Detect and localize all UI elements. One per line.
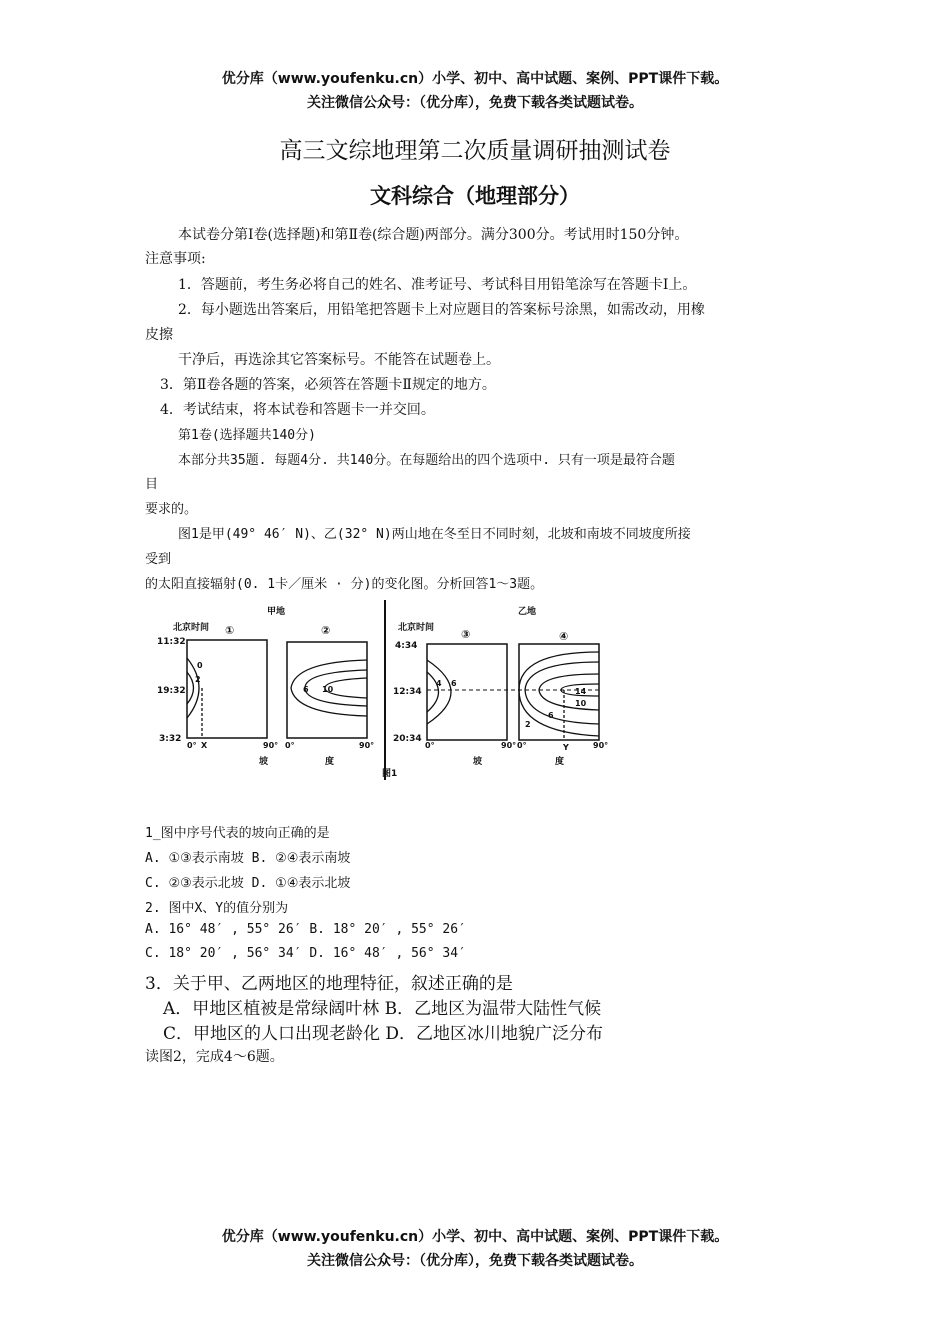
figure-1 xyxy=(145,600,615,795)
notice-item-2-cont2: 干净后，再选涂其它答案标号。不能答在试题卷上。 xyxy=(178,352,500,368)
figure-intro-cont: 受到 xyxy=(145,552,172,567)
section-heading: 第1卷(选择题共140分) xyxy=(178,428,316,443)
fig-degree-right: 度 xyxy=(555,757,565,767)
fig-left-time-bottom: 3:32 xyxy=(159,734,182,744)
notice-item-2-cont: 皮擦 xyxy=(145,327,173,343)
fig-panel-3: ③ xyxy=(461,628,471,641)
fig-p1-label-2: 2 xyxy=(195,675,201,684)
header-line-1: 优分库（www.youfenku.cn）小学、初中、高中试题、案例、PPT课件下载。 xyxy=(221,71,729,87)
page-subtitle: 文科综合（地理部分） xyxy=(370,184,580,208)
figure-intro: 图1是甲(49° 46′ N)、乙(32° N)两山地在冬至日不同时刻，北坡和南坡不同坡度所接 xyxy=(178,527,691,542)
fig-p3-label-6: 6 xyxy=(451,679,457,688)
fig-p4-label-10: 10 xyxy=(575,699,587,708)
fig-panel-2: ② xyxy=(321,624,331,637)
fig-left-time-label: 北京时间 xyxy=(173,623,210,633)
notice-item-4: 4．考试结束，将本试卷和答题卡一并交回。 xyxy=(160,402,435,418)
q2-options-cd: C. 18° 20′ , 56° 34′ D. 16° 48′ , 56° 34′ xyxy=(145,946,466,961)
q2-stem: 2. 图中X、Y的值分别为 xyxy=(145,901,289,916)
fig-p3-label-4: 4 xyxy=(436,679,442,688)
fig-left-title: 甲地 xyxy=(267,607,286,617)
fig-p4-label-14: 14 xyxy=(575,687,587,696)
q1-options-ab: A. ①③表示南坡 B. ②④表示南坡 xyxy=(145,851,351,866)
fig-right-time-bottom: 20:34 xyxy=(393,734,422,744)
section-desc-cont2: 要求的。 xyxy=(145,502,198,517)
fig-p4-label-6: 6 xyxy=(548,711,554,720)
fig-degree-left: 度 xyxy=(325,757,335,767)
notice-item-2: 2．每小题选出答案后，用铅笔把答题卡上对应题目的答案标号涂黑，如需改动，用橡 xyxy=(178,302,705,318)
intro-line: 本试卷分第I卷(选择题)和第Ⅱ卷(综合题)两部分。满分300分。考试用时150分钟。 xyxy=(178,227,689,243)
fig-right-time-label: 北京时间 xyxy=(398,623,435,633)
header-line-2: 关注微信公众号：（优分库），免费下载各类试题试卷。 xyxy=(307,95,643,111)
section-desc-cont: 目 xyxy=(145,477,159,492)
fig-p2-label-6: 6 xyxy=(303,685,309,694)
fig-label: 图1 xyxy=(382,769,398,779)
q3-options-ab: A．甲地区植被是常绿阔叶林 B．乙地区为温带大陆性气候 xyxy=(163,999,602,1019)
q1-options-cd: C. ②③表示北坡 D. ①④表示北坡 xyxy=(145,876,351,891)
figure-2-intro: 读图2，完成4～6题。 xyxy=(145,1049,284,1065)
fig-p2-label-10: 10 xyxy=(322,685,334,694)
q1-stem: 1_图中序号代表的坡向正确的是 xyxy=(145,826,330,841)
fig-p4-axis-end: 90° xyxy=(593,741,609,750)
page-title: 高三文综地理第二次质量调研抽测试卷 xyxy=(279,138,671,164)
fig-right-title: 乙地 xyxy=(518,607,537,617)
fig-p1-label-0: 0 xyxy=(197,661,203,670)
fig-right-time-mid: 12:34 xyxy=(393,687,422,697)
q2-options-ab: A. 16° 48′ , 55° 26′ B. 18° 20′ , 55° 26′ xyxy=(145,922,466,937)
fig-y-mark: Y xyxy=(563,743,569,752)
footer-line-2: 关注微信公众号：（优分库），免费下载各类试题试卷。 xyxy=(307,1253,643,1269)
fig-left-time-mid: 19:32 xyxy=(157,686,186,696)
fig-p3-axis-start: 0° xyxy=(425,741,435,750)
fig-panel-1: ① xyxy=(225,624,235,637)
fig-right-time-top: 4:34 xyxy=(395,641,418,651)
figure-intro-cont2: 的太阳直接辐射(0. 1卡／厘米 · 分)的变化图。分析回答1～3题。 xyxy=(145,577,544,592)
notice-heading: 注意事项: xyxy=(145,251,206,267)
q3-options-cd: C．甲地区的人口出现老龄化 D．乙地区冰川地貌广泛分布 xyxy=(163,1024,604,1044)
fig-x-mark: X xyxy=(201,741,208,750)
notice-item-1: 1．答题前，考生务必将自己的姓名、准考证号、考试科目用铅笔涂写在答题卡I上。 xyxy=(178,277,697,293)
fig-slope-right: 坡 xyxy=(473,757,483,767)
fig-p2-axis-start: 0° xyxy=(285,741,295,750)
fig-left-time-top: 11:32 xyxy=(157,637,186,647)
fig-panel-4-box xyxy=(519,644,599,740)
fig-p3-axis-end: 90° xyxy=(501,741,517,750)
q3-stem: 3．关于甲、乙两地区的地理特征，叙述正确的是 xyxy=(145,974,513,994)
fig-p4-label-2: 2 xyxy=(525,720,531,729)
notice-item-3: 3．第Ⅱ卷各题的答案，必须答在答题卡Ⅱ规定的地方。 xyxy=(160,377,496,393)
fig-slope-left: 坡 xyxy=(259,757,269,767)
fig-p4-axis-start: 0° xyxy=(517,741,527,750)
section-desc: 本部分共35题. 每题4分. 共140分。在每题给出的四个选项中. 只有一项是最符合题 xyxy=(178,453,675,468)
footer-line-1: 优分库（www.youfenku.cn）小学、初中、高中试题、案例、PPT课件下载。 xyxy=(221,1229,729,1245)
fig-panel-4: ④ xyxy=(559,630,569,643)
fig-p1-axis-start: 0° xyxy=(187,741,197,750)
fig-p1-axis-end: 90° xyxy=(263,741,279,750)
fig-p2-axis-end: 90° xyxy=(359,741,375,750)
